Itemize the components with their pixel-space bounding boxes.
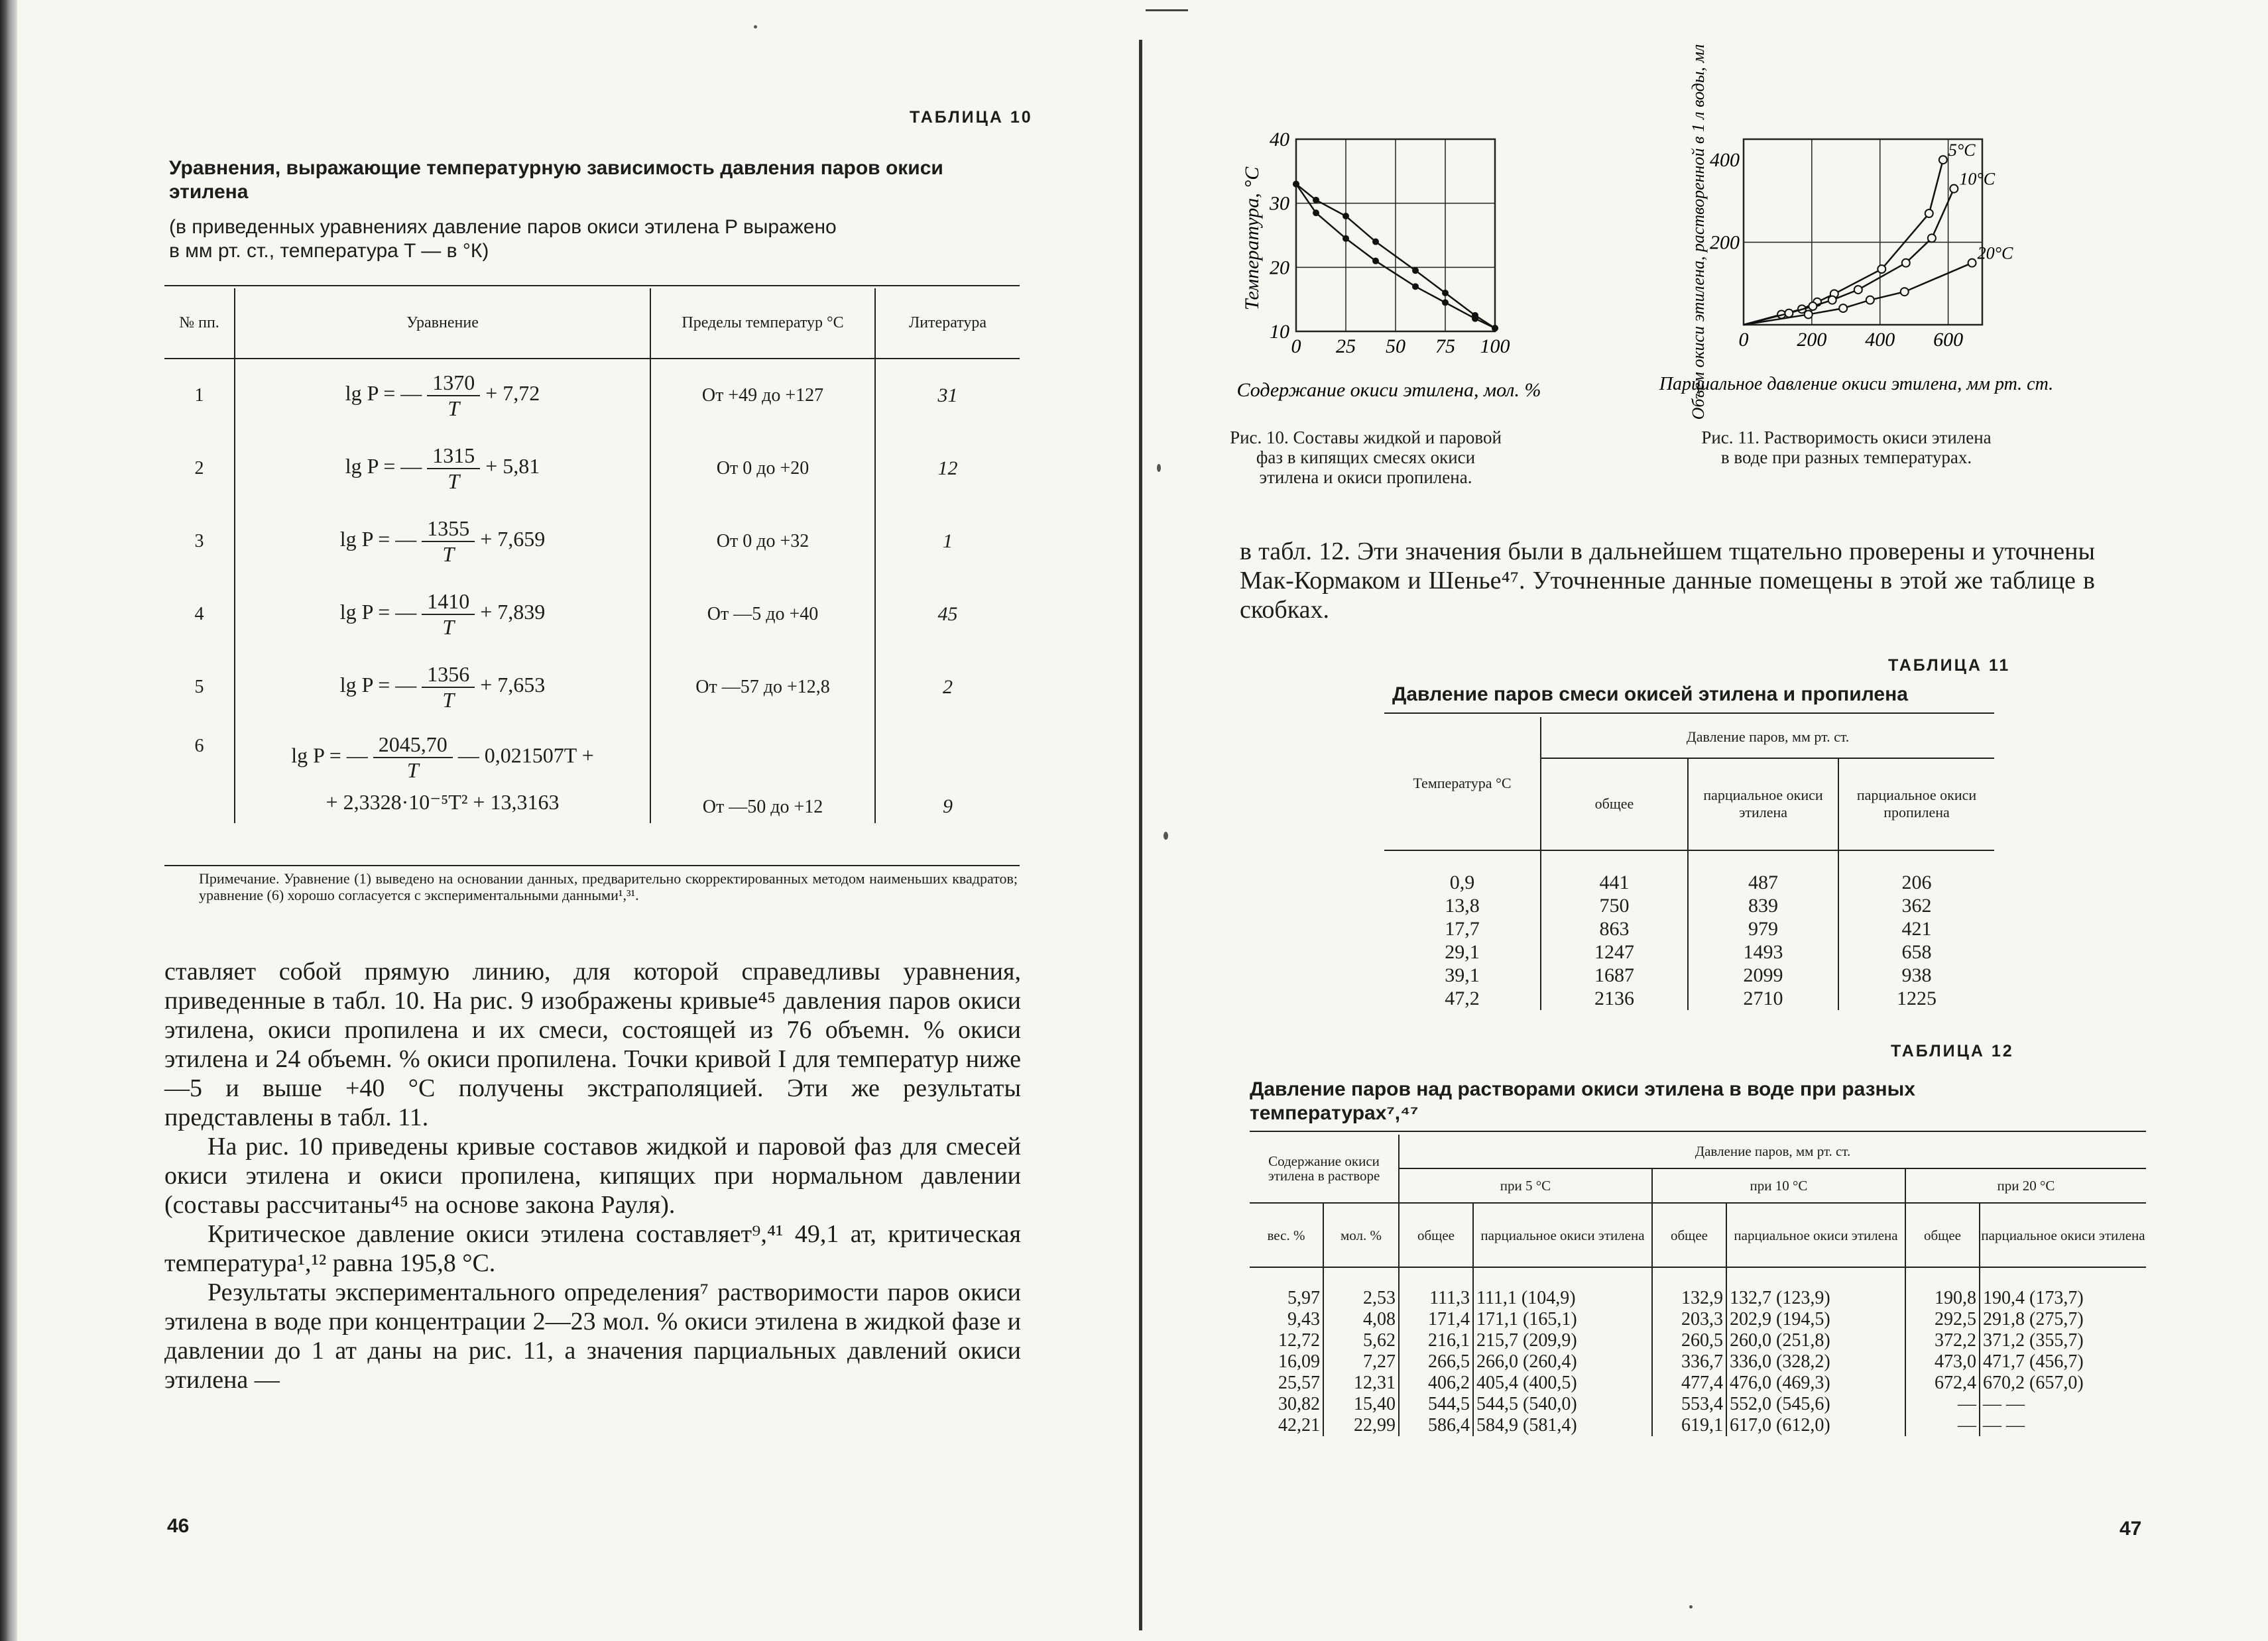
table11-cell: 421 — [1901, 918, 1932, 940]
table12-cell: 111,3 — [1399, 1267, 1473, 1309]
table11-header-eo: парциальное окиси этилена — [1688, 758, 1838, 850]
table11-header-temperature: Температура °С — [1384, 717, 1541, 850]
figure10-ytick: 30 — [1270, 192, 1289, 215]
equation — [345, 370, 540, 420]
equation-lhs: lg P = — — [339, 527, 417, 551]
equation-numerator: 1355 — [422, 516, 475, 542]
figure10-point — [1442, 290, 1449, 296]
table10-label: ТАБЛИЦА 10 — [910, 108, 1033, 127]
equation — [235, 732, 650, 783]
table12-cell: — — [1905, 1394, 1980, 1415]
table10-cell-num: 2 — [164, 432, 235, 505]
figure10-xtick: 50 — [1386, 335, 1405, 357]
table11-row — [1384, 940, 1994, 964]
equation-rhs: + 5,81 — [485, 454, 540, 479]
figure10-ylabel: Температура, °С — [1241, 166, 1263, 311]
figure10-chart — [1233, 113, 1541, 404]
table10-title: Уравнения, выражающие температурную зависимость давления паров окиси этилена — [169, 157, 943, 203]
table12-cell: 171,4 — [1399, 1309, 1473, 1330]
figure11-ylabel: Объем окиси этилена, растворенной в 1 л воды, мл — [1689, 44, 1708, 420]
table12-body — [1250, 1267, 2146, 1436]
table12-cell: 291,8 (275,7) — [1983, 1309, 2084, 1330]
equation-lhs: lg P = — — [339, 600, 417, 624]
table11-row — [1384, 964, 1994, 987]
table12-header-total-10: общее — [1652, 1203, 1726, 1267]
figure11-series-label: 10°С — [1959, 169, 1996, 189]
table12-cell: 473,0 — [1905, 1351, 1980, 1373]
figure11-series-label: 5°С — [1948, 141, 1976, 160]
equation-denominator: T — [406, 758, 419, 782]
figure10-point — [1293, 181, 1299, 188]
figure11-xtick: 200 — [1797, 329, 1827, 351]
table10-cell-equation — [235, 578, 650, 651]
table11-header-total: общее — [1541, 758, 1688, 850]
equation-lhs: lg P = — — [345, 454, 422, 479]
table12-cell: 202,9 (194,5) — [1726, 1309, 1905, 1330]
figure11-series-line — [1744, 189, 1954, 325]
figure10-xtick: 75 — [1435, 335, 1455, 357]
table11-cell: 750 — [1541, 894, 1688, 917]
table12-row — [1250, 1394, 2146, 1415]
table12-cell: 215,7 (209,9) — [1473, 1330, 1652, 1351]
table12-cell: 617,0 (612,0) — [1726, 1415, 1905, 1436]
table12-cell: 190,4 (173,7) — [1983, 1288, 2084, 1308]
table12-cell: 371,2 (355,7) — [1983, 1330, 2084, 1351]
table11-cell: 863 — [1541, 917, 1688, 940]
equation-denominator: T — [448, 469, 460, 493]
equation-numerator: 1356 — [422, 662, 475, 688]
figure11-ticks — [1710, 149, 1963, 351]
table12-cell: 336,7 — [1652, 1351, 1726, 1373]
table10-cell-limits: От 0 до +20 — [650, 432, 875, 505]
figure11-point — [1785, 310, 1793, 317]
equation — [345, 443, 540, 493]
table10-header-limits: Пределы температур °С — [650, 288, 875, 359]
figure11-point — [1854, 286, 1862, 294]
table12-cell: 477,4 — [1652, 1373, 1726, 1394]
paragraph: Результаты экспериментального определения⁷ растворимости паров окиси этилена в воде при концентрации 2—23 мол. % окиси этилена в жидкой фазе и давлении до 1 ат даны на рис. 11, а значения парциальных давлений окиси этилена — — [164, 1278, 1021, 1394]
table11-row — [1384, 894, 1994, 917]
table10-header-num: № пп. — [164, 288, 235, 359]
table10-row — [164, 578, 1020, 651]
table10-cell-literature: 45 — [937, 603, 958, 625]
figure10-point — [1492, 325, 1498, 331]
equation-numerator: 1370 — [427, 370, 480, 396]
figure10-point — [1313, 209, 1319, 216]
figure11-xlabel: Парциальное давление окиси этилена, мм рт. ст. — [1659, 374, 2054, 394]
table12-cell: 406,2 — [1399, 1373, 1473, 1394]
table12-header-total-5: общее — [1399, 1203, 1473, 1267]
table10-bottom-rule — [164, 865, 1020, 866]
table11-cell: 2710 — [1688, 987, 1838, 1010]
figure11-series-label: 20°С — [1977, 243, 2013, 263]
table12 — [1250, 1135, 2146, 1436]
table10-row — [164, 651, 1020, 724]
figure10-point — [1412, 283, 1419, 290]
table10-cell-limits: От —5 до +40 — [650, 578, 875, 651]
figure11-chart — [1659, 44, 2054, 420]
table10-cell-num: 5 — [164, 651, 235, 724]
table11-cell: 2099 — [1688, 964, 1838, 987]
paragraph: ставляет собой прямую линию, для которой справедливы уравнения, приведенные в табл. 10. На рис. 9 изображены кривые⁴⁵ давления паров окиси этилена, окиси пропилена и их смеси, состоящей из 76 объемн. % окиси этилена и 24 объемн. % окиси пропилена. Точки кривой I для температур ниже —5 и выше +40 °С получены экстраполяцией. Эти же результаты представлены в табл. 11. — [164, 958, 1021, 1131]
table11-cell: 1225 — [1897, 988, 1937, 1009]
figure11-point — [1805, 310, 1813, 318]
table12-cell: 619,1 — [1652, 1415, 1726, 1436]
equation-rhs: + 7,839 — [480, 600, 546, 624]
table10-header-row — [164, 288, 1020, 359]
table10-row — [164, 505, 1020, 578]
table10-note: Примечание. Уравнение (1) выведено на основании данных, предварительно скорректированных методом наименьших квадратов; уравнение (6) хорошо согласуется с экспериментальными данными¹,³¹. — [199, 870, 1018, 903]
table12-cell: — — [1905, 1415, 1980, 1436]
equation-line2: + 2,3328·10⁻⁵T² + 13,3163 — [326, 790, 560, 814]
table12-row — [1250, 1330, 2146, 1351]
figure11-point — [1866, 296, 1874, 304]
figure10-point — [1372, 239, 1379, 245]
table12-cell: 12,31 — [1323, 1373, 1399, 1394]
table12-header-pressure: Давление паров, мм рт. ст. — [1399, 1135, 2146, 1168]
figure11-point — [1925, 209, 1933, 217]
equation-rhs: — 0,021507T + — [457, 743, 594, 767]
table12-header-total-20: общее — [1905, 1203, 1980, 1267]
table10-cell-num: 4 — [164, 578, 235, 651]
table11-cell: 0,9 — [1384, 850, 1541, 894]
table12-cell: 544,5 — [1399, 1394, 1473, 1415]
table11-cell: 839 — [1688, 894, 1838, 917]
equation-fraction — [427, 370, 480, 421]
equation-numerator: 1410 — [422, 589, 475, 615]
figure10-point — [1442, 300, 1449, 306]
page-number-left: 46 — [167, 1515, 190, 1537]
table11-cell: 658 — [1901, 941, 1932, 963]
table11-cell: 39,1 — [1384, 964, 1541, 987]
figure11-xtick: 600 — [1933, 329, 1964, 351]
table12-cell: 260,0 (251,8) — [1726, 1330, 1905, 1351]
table11-cell: 979 — [1688, 917, 1838, 940]
table12-cell: 405,4 (400,5) — [1473, 1373, 1652, 1394]
figure11-point — [1928, 234, 1936, 242]
table12-cell: 203,3 — [1652, 1309, 1726, 1330]
table12-cell: 5,97 — [1250, 1267, 1323, 1309]
table11-top-rule — [1384, 712, 1994, 714]
table11-cell: 47,2 — [1384, 987, 1541, 1010]
table10-header-literature: Литература — [875, 288, 1020, 359]
figure11-xtick: 400 — [1865, 329, 1895, 351]
table11-cell: 17,7 — [1384, 917, 1541, 940]
table11-label: ТАБЛИЦА 11 — [1888, 656, 2011, 675]
table10 — [164, 288, 1020, 823]
print-speck — [754, 25, 757, 28]
table12-cell: 584,9 (581,4) — [1473, 1415, 1652, 1436]
table11-cell: 29,1 — [1384, 940, 1541, 964]
table12-header-partial-10: парциальное окиси этилена — [1726, 1203, 1905, 1267]
table12-cell: 216,1 — [1399, 1330, 1473, 1351]
equation-fraction — [373, 732, 453, 783]
table11-cell: 487 — [1688, 850, 1838, 894]
table10-subtitle-line2: в мм рт. ст., температура T — в °К) — [169, 240, 489, 262]
table10-cell-limits: От —57 до +12,8 — [650, 651, 875, 724]
table12-cell: 260,5 — [1652, 1330, 1726, 1351]
table12-cell: — — — [1983, 1415, 2025, 1436]
figure11-point — [1839, 304, 1847, 312]
table11-cell: 441 — [1541, 850, 1688, 894]
equation-rhs: + 7,72 — [485, 381, 540, 406]
page-number-right: 47 — [2119, 1518, 2142, 1540]
table12-cell: 672,4 — [1905, 1373, 1980, 1394]
equation-fraction — [422, 589, 475, 640]
table11-cell: 938 — [1901, 964, 1932, 986]
equation-fraction — [422, 662, 475, 712]
table12-cell: 2,53 — [1323, 1267, 1399, 1309]
table12-cell: 111,1 (104,9) — [1473, 1267, 1652, 1309]
figure11-point — [1939, 156, 1947, 164]
figure10-grid — [1296, 139, 1495, 331]
table12-cell: 22,99 — [1323, 1415, 1399, 1436]
table10-cell-equation — [235, 359, 650, 432]
table12-cell: 42,21 — [1250, 1415, 1323, 1436]
table10-cell-literature: 9 — [943, 795, 953, 817]
table11-cell: 2136 — [1541, 987, 1688, 1010]
table11 — [1384, 717, 1994, 1010]
table10-row — [164, 359, 1020, 432]
table11-body — [1384, 850, 1994, 1010]
equation — [339, 662, 546, 712]
equation-numerator: 1315 — [427, 443, 480, 469]
table12-header-t10: при 10 °С — [1652, 1168, 1905, 1203]
equation-denominator: T — [448, 396, 460, 420]
figure11-frame — [1744, 139, 1982, 325]
table12-cell: 9,43 — [1250, 1309, 1323, 1330]
figure10-xlabel: Содержание окиси этилена, мол. % — [1236, 379, 1541, 401]
figure11-ytick: 400 — [1710, 149, 1740, 172]
table10-cell-equation — [235, 651, 650, 724]
table12-cell: 171,1 (165,1) — [1473, 1309, 1652, 1330]
table12-cell: 552,0 (545,6) — [1726, 1394, 1905, 1415]
table10-top-rule — [164, 285, 1020, 286]
table12-cell: 336,0 (328,2) — [1726, 1351, 1905, 1373]
table11-row — [1384, 850, 1994, 894]
table12-cell: 266,0 (260,4) — [1473, 1351, 1652, 1373]
table11-header-po: парциальное окиси пропилена — [1838, 758, 1994, 850]
equation — [339, 516, 546, 566]
figure10-ytick: 40 — [1270, 129, 1289, 150]
table12-row — [1250, 1267, 2146, 1309]
table12-cell: 5,62 — [1323, 1330, 1399, 1351]
equation-rhs: + 7,659 — [480, 527, 546, 551]
figure11-point — [1902, 259, 1910, 267]
figure10-ytick: 20 — [1270, 256, 1289, 279]
figure11-point — [1901, 288, 1909, 296]
table12-header-t5: при 5 °С — [1399, 1168, 1652, 1203]
table12-title-line1: Давление паров над растворами окиси этилена в воде при разных — [1250, 1078, 1915, 1100]
table12-cell: 553,4 — [1652, 1394, 1726, 1415]
table12-header-content: Содержание окиси этилена в растворе — [1250, 1135, 1399, 1203]
table12-cell: 670,2 (657,0) — [1983, 1373, 2084, 1393]
table10-header-equation: Уравнение — [235, 288, 650, 359]
figure10-point — [1412, 267, 1419, 274]
table12-header-partial-5: парциальное окиси этилена — [1473, 1203, 1652, 1267]
figure11-series — [1744, 141, 2013, 325]
table12-header-t20: при 20 °С — [1905, 1168, 2146, 1203]
table12-cell: 292,5 — [1905, 1309, 1980, 1330]
figure11-point — [1878, 265, 1885, 273]
table12-cell: 372,2 — [1905, 1330, 1980, 1351]
right-body-text: в табл. 12. Эти значения были в дальнейшем тщательно проверены и уточнены Мак-Кормаком и Шенье⁴⁷. Уточненные данные помещены в этой же таблице в скобках. — [1240, 538, 2095, 624]
table12-cell: 544,5 (540,0) — [1473, 1394, 1652, 1415]
table11-cell: 1687 — [1541, 964, 1688, 987]
figure10-point — [1472, 315, 1478, 322]
equation-fraction — [427, 443, 480, 494]
table11-cell: 206 — [1901, 872, 1932, 893]
table10-subtitle-line1: (в приведенных уравнениях давление паров окиси этилена P выражено — [169, 216, 837, 238]
figure10-point — [1313, 197, 1319, 203]
figure11-point — [1968, 259, 1976, 267]
table12-row — [1250, 1373, 2146, 1394]
equation — [339, 589, 546, 639]
figure10-xtick: 0 — [1291, 335, 1301, 357]
table10-cell-equation — [235, 432, 650, 505]
table12-cell: 266,5 — [1399, 1351, 1473, 1373]
table12-row — [1250, 1415, 2146, 1436]
table12-cell: 25,57 — [1250, 1373, 1323, 1394]
equation-rhs: + 7,653 — [480, 673, 546, 697]
table11-title: Давление паров смеси окисей этилена и пропилена — [1392, 683, 1908, 705]
table11-header-pressure: Давление паров, мм рт. ст. — [1541, 717, 1994, 758]
table10-cell-literature: 2 — [943, 676, 953, 698]
table12-cell: 16,09 — [1250, 1351, 1323, 1373]
figure10-xtick: 25 — [1336, 335, 1356, 357]
table12-cell: 190,8 — [1905, 1267, 1980, 1309]
table10-cell-literature: 31 — [937, 384, 958, 406]
table10-cell-literature: 12 — [937, 457, 958, 479]
table12-row — [1250, 1309, 2146, 1330]
figure11-point — [1828, 296, 1836, 304]
table12-cell: 30,82 — [1250, 1394, 1323, 1415]
equation-numerator: 2045,70 — [373, 732, 453, 758]
figure11-caption: Рис. 11. Растворимость окиси этилена в воде при разных температурах. — [1701, 427, 1992, 467]
table10-body — [164, 359, 1020, 823]
figure10-caption: Рис. 10. Составы жидкой и паровой фаз в кипящих смесях окиси этилена и окиси пропилена. — [1230, 427, 1502, 487]
equation-lhs: lg P = — — [291, 743, 368, 767]
figure11-ytick: 200 — [1710, 231, 1740, 254]
equation-denominator: T — [442, 615, 455, 639]
figure11-xtick: 0 — [1738, 329, 1749, 351]
table12-cell: 4,08 — [1323, 1309, 1399, 1330]
table10-row — [164, 724, 1020, 823]
figure11-point — [1809, 302, 1817, 310]
equation-denominator: T — [442, 542, 455, 566]
table10-cell-limits: От +49 до +127 — [650, 359, 875, 432]
equation-lhs: lg P = — — [345, 381, 422, 406]
table12-cell: 132,9 — [1652, 1267, 1726, 1309]
table12-cell: 12,72 — [1250, 1330, 1323, 1351]
table12-cell: 471,7 (456,7) — [1983, 1351, 2084, 1372]
table10-cell-num: 3 — [164, 505, 235, 578]
table10-row — [164, 432, 1020, 505]
table12-cell: 15,40 — [1323, 1394, 1399, 1415]
table12-row — [1250, 1351, 2146, 1373]
table12-label: ТАБЛИЦА 12 — [1891, 1042, 2014, 1060]
table12-cell: — — — [1983, 1394, 2025, 1414]
table10-cell-limits: От —50 до +12 — [650, 724, 875, 823]
table10-cell-equation — [235, 505, 650, 578]
paragraph: На рис. 10 приведены кривые составов жидкой и паровой фаз для смесей окиси этилена и окиси пропилена, кипящих при нормальном давлении (составы рассчитаны⁴⁵ на основе закона Рауля). — [164, 1133, 1021, 1219]
table12-cell: 132,7 (123,9) — [1726, 1267, 1905, 1309]
table12-cell: 7,27 — [1323, 1351, 1399, 1373]
table12-cell: 586,4 — [1399, 1415, 1473, 1436]
table12-header-mol: мол. % — [1323, 1203, 1399, 1267]
equation-lhs: lg P = — — [339, 673, 417, 697]
table12-top-rule — [1250, 1131, 2146, 1132]
table10-cell-num: 1 — [164, 359, 235, 432]
table12-header-partial-20: парциальное окиси этилена — [1980, 1203, 2146, 1267]
table12-title-line2: температурах⁷,⁴⁷ — [1250, 1102, 1419, 1124]
equation-fraction — [422, 516, 475, 567]
figure11-grid — [1744, 139, 1982, 325]
table12-cell: 476,0 (469,3) — [1726, 1373, 1905, 1394]
figure11-point — [1950, 185, 1958, 193]
table11-cell: 1247 — [1541, 940, 1688, 964]
table11-cell: 362 — [1901, 895, 1932, 917]
table11-cell: 13,8 — [1384, 894, 1541, 917]
table11-row — [1384, 917, 1994, 940]
equation-denominator: T — [442, 688, 455, 712]
table10-cell-literature: 1 — [943, 530, 953, 552]
figure10-xtick: 100 — [1480, 335, 1510, 357]
paragraph: Критическое давление окиси этилена составляет⁹,⁴¹ 49,1 ат, критическая температура¹,¹² равна 195,8 °С. — [164, 1220, 1021, 1277]
figure10-ytick: 10 — [1270, 321, 1289, 343]
table11-row — [1384, 987, 1994, 1010]
table10-cell-equation — [235, 724, 650, 823]
figure10-point — [1372, 258, 1379, 264]
table10-cell-num: 6 — [164, 724, 235, 823]
figure10-point — [1343, 235, 1349, 242]
table10-cell-limits: От 0 до +32 — [650, 505, 875, 578]
figure10-point — [1343, 213, 1349, 219]
left-body-text — [164, 957, 1021, 1394]
table11-cell: 1493 — [1688, 940, 1838, 964]
figure10-ticks — [1269, 129, 1510, 357]
table12-header-wt: вес. % — [1250, 1203, 1323, 1267]
